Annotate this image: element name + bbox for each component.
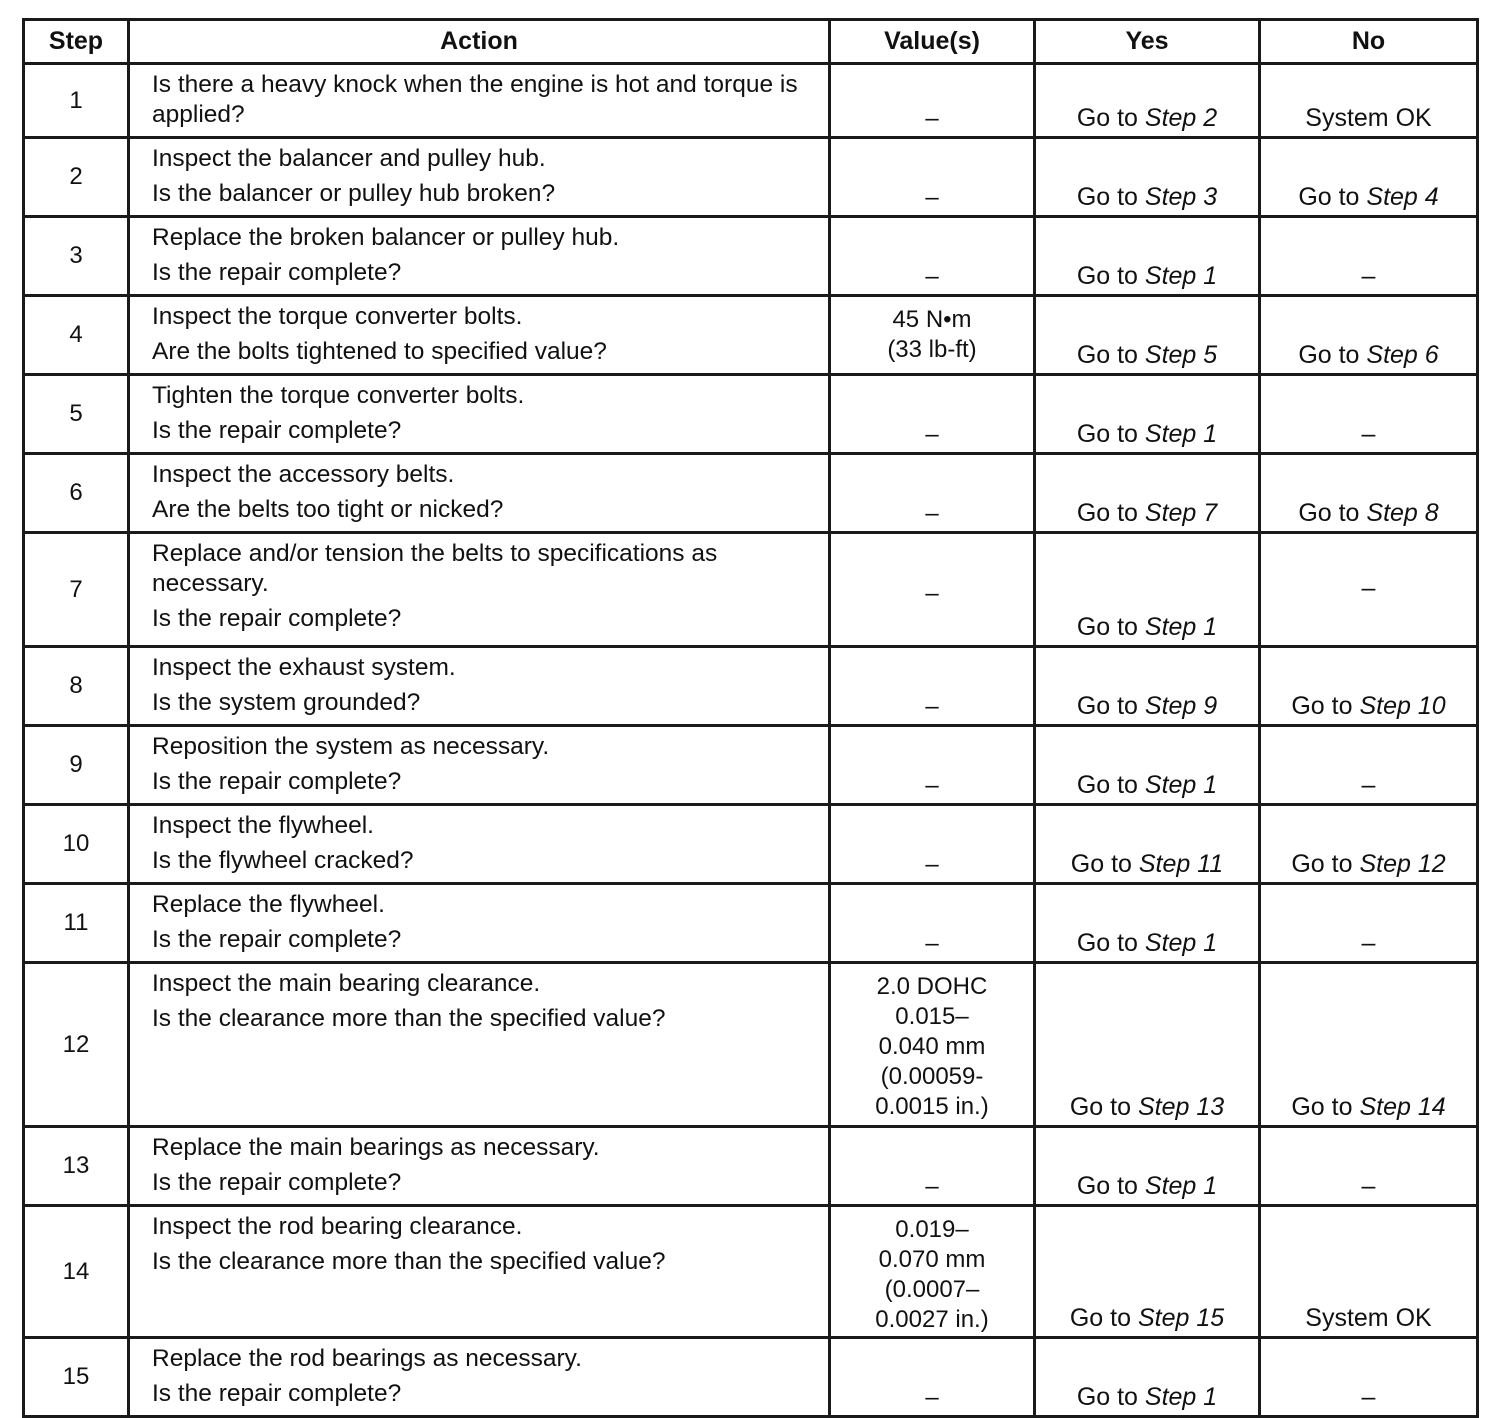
- value-text: –: [925, 772, 939, 799]
- action-question: Is the repair complete?: [152, 417, 402, 444]
- no-prefix: Go to: [1298, 499, 1367, 527]
- yes-step-link: Step 13: [1137, 1093, 1225, 1121]
- table-row: [24, 533, 1478, 647]
- no-prefix: –: [1361, 771, 1376, 799]
- no-prefix: Go to: [1298, 341, 1367, 369]
- action-text: Replace the rod bearings as necessary.: [152, 1345, 582, 1372]
- yes-cell: [1035, 963, 1260, 1127]
- action-cell: [129, 805, 830, 884]
- action-question: Is the system grounded?: [152, 689, 421, 716]
- action-question: Is the clearance more than the specified value?: [152, 1248, 666, 1275]
- action-question: Is the repair complete?: [152, 926, 402, 953]
- value-text: –: [925, 1384, 939, 1411]
- action-text: Reposition the system as necessary.: [152, 733, 550, 760]
- value-text: –: [925, 930, 939, 957]
- no-prefix: –: [1361, 1383, 1376, 1411]
- value-text: –: [925, 263, 939, 290]
- value-text: –: [925, 500, 939, 527]
- table-row: [24, 375, 1478, 454]
- no-cell: [1260, 64, 1478, 138]
- yes-step-link: Step 3: [1144, 183, 1218, 211]
- yes-step-link: Step 15: [1137, 1304, 1225, 1332]
- action-question: Is the balancer or pulley hub broken?: [152, 180, 556, 207]
- header-row: [24, 20, 1478, 64]
- action-cell: [129, 647, 830, 726]
- no-prefix: Go to: [1291, 1093, 1360, 1121]
- action-question: Is the repair complete?: [152, 1169, 402, 1196]
- no-step-link: Step 14: [1359, 1093, 1446, 1121]
- value-cell: [830, 138, 1035, 217]
- step-number: 4: [24, 296, 129, 375]
- value-text: 0.019–: [895, 1216, 969, 1243]
- action-cell: [129, 138, 830, 217]
- yes-prefix: Go to: [1069, 1093, 1138, 1121]
- value-cell: [830, 884, 1035, 963]
- action-cell: [129, 726, 830, 805]
- action-question: Is the repair complete?: [152, 1380, 402, 1407]
- no-cell: [1260, 1206, 1478, 1338]
- table-row: [24, 963, 1478, 1127]
- value-cell: [830, 1206, 1035, 1338]
- yes-prefix: Go to: [1076, 104, 1145, 132]
- yes-cell: [1035, 375, 1260, 454]
- yes-prefix: Go to: [1076, 262, 1145, 290]
- action-text: Inspect the torque converter bolts.: [152, 303, 523, 330]
- no-prefix: Go to: [1291, 692, 1360, 720]
- action-cell: [129, 533, 830, 647]
- no-prefix: –: [1361, 1172, 1376, 1200]
- yes-prefix: Go to: [1076, 499, 1145, 527]
- value-text: –: [925, 1173, 939, 1200]
- value-cell: [830, 375, 1035, 454]
- value-text: 0.015–: [895, 1003, 969, 1030]
- value-cell: [830, 963, 1035, 1127]
- header-action: Action: [129, 20, 830, 64]
- yes-prefix: Go to: [1076, 692, 1145, 720]
- no-prefix: System OK: [1305, 1304, 1432, 1332]
- step-number: 15: [24, 1338, 129, 1417]
- yes-prefix: Go to: [1076, 1172, 1145, 1200]
- action-question: Is the clearance more than the specified value?: [152, 1005, 666, 1032]
- header-yes: Yes: [1035, 20, 1260, 64]
- yes-step-link: Step 1: [1144, 1383, 1218, 1411]
- value-cell: [830, 647, 1035, 726]
- table-body: [24, 64, 1478, 1417]
- no-step-link: Step 4: [1366, 183, 1439, 211]
- action-cell: [129, 296, 830, 375]
- action-text: Inspect the rod bearing clearance.: [152, 1213, 523, 1240]
- yes-cell: [1035, 64, 1260, 138]
- step-number: 2: [24, 138, 129, 217]
- action-cell: [129, 963, 830, 1127]
- no-cell: [1260, 533, 1478, 647]
- value-cell: [830, 1127, 1035, 1206]
- yes-step-link: Step 1: [1144, 613, 1218, 641]
- no-cell: [1260, 726, 1478, 805]
- table-row: [24, 805, 1478, 884]
- yes-cell: [1035, 647, 1260, 726]
- no-prefix: Go to: [1291, 850, 1360, 878]
- step-number: 6: [24, 454, 129, 533]
- step-number: 11: [24, 884, 129, 963]
- value-text: 45 N•m: [892, 306, 972, 333]
- yes-step-link: Step 5: [1144, 341, 1218, 369]
- header-values: Value(s): [830, 20, 1035, 64]
- value-text: –: [925, 184, 939, 211]
- yes-prefix: Go to: [1076, 613, 1145, 641]
- value-text: (0.00059-: [880, 1063, 984, 1090]
- no-prefix: –: [1361, 420, 1376, 448]
- action-text: Inspect the flywheel.: [152, 812, 374, 839]
- step-number: 9: [24, 726, 129, 805]
- table-row: [24, 454, 1478, 533]
- action-question: Are the bolts tightened to specified value?: [152, 338, 607, 365]
- header-step: Step: [24, 20, 129, 64]
- step-number: 7: [24, 533, 129, 647]
- value-text: –: [925, 421, 939, 448]
- yes-cell: [1035, 884, 1260, 963]
- step-number: 8: [24, 647, 129, 726]
- no-cell: [1260, 296, 1478, 375]
- no-cell: [1260, 1127, 1478, 1206]
- yes-step-link: Step 1: [1144, 1172, 1218, 1200]
- step-number: 5: [24, 375, 129, 454]
- table-row: [24, 296, 1478, 375]
- no-step-link: Step 10: [1359, 692, 1446, 720]
- action-text: Replace the flywheel.: [152, 891, 385, 918]
- yes-prefix: Go to: [1070, 850, 1139, 878]
- value-cell: [830, 726, 1035, 805]
- value-text: –: [925, 105, 939, 132]
- table-row: [24, 217, 1478, 296]
- table-row: [24, 1206, 1478, 1338]
- yes-cell: [1035, 454, 1260, 533]
- step-number: 1: [24, 64, 129, 138]
- yes-prefix: Go to: [1076, 771, 1145, 799]
- no-step-link: Step 8: [1366, 499, 1439, 527]
- value-text: 2.0 DOHC: [876, 973, 988, 1000]
- step-number: 13: [24, 1127, 129, 1206]
- action-cell: [129, 64, 830, 138]
- value-text: –: [925, 579, 939, 607]
- yes-cell: [1035, 296, 1260, 375]
- yes-cell: [1035, 805, 1260, 884]
- value-cell: [830, 296, 1035, 375]
- action-cell: [129, 1338, 830, 1417]
- yes-prefix: Go to: [1076, 929, 1145, 957]
- action-text: Is there a heavy knock when the engine is hot and torque is applied?: [152, 71, 798, 128]
- yes-step-link: Step 7: [1144, 499, 1218, 527]
- yes-cell: [1035, 726, 1260, 805]
- yes-cell: [1035, 1127, 1260, 1206]
- value-text: 0.0027 in.): [875, 1306, 989, 1333]
- no-prefix: System OK: [1305, 104, 1432, 132]
- value-text: 0.070 mm: [878, 1246, 986, 1273]
- no-cell: [1260, 805, 1478, 884]
- action-cell: [129, 454, 830, 533]
- action-cell: [129, 217, 830, 296]
- value-cell: [830, 217, 1035, 296]
- action-text: Replace the broken balancer or pulley hub.: [152, 224, 620, 251]
- no-cell: [1260, 884, 1478, 963]
- value-cell: [830, 805, 1035, 884]
- yes-prefix: Go to: [1076, 183, 1145, 211]
- no-prefix: –: [1361, 929, 1376, 957]
- table-row: [24, 1338, 1478, 1417]
- yes-cell: [1035, 1206, 1260, 1338]
- table-row: [24, 647, 1478, 726]
- yes-step-link: Step 1: [1144, 262, 1218, 290]
- value-text: 0.0015 in.): [875, 1093, 989, 1120]
- value-cell: [830, 454, 1035, 533]
- value-cell: [830, 1338, 1035, 1417]
- no-cell: [1260, 963, 1478, 1127]
- yes-step-link: Step 1: [1144, 420, 1218, 448]
- action-question: Are the belts too tight or nicked?: [152, 496, 504, 523]
- step-number: 10: [24, 805, 129, 884]
- yes-step-link: Step 1: [1144, 771, 1218, 799]
- diagnostic-table: [22, 18, 1479, 1418]
- step-number: 12: [24, 963, 129, 1127]
- value-text: –: [925, 693, 939, 720]
- action-text: Inspect the main bearing clearance.: [152, 970, 541, 997]
- no-cell: [1260, 375, 1478, 454]
- action-question: Is the repair complete?: [152, 768, 402, 795]
- yes-cell: [1035, 138, 1260, 217]
- step-number: 14: [24, 1206, 129, 1338]
- action-question: Is the repair complete?: [152, 259, 402, 286]
- action-cell: [129, 375, 830, 454]
- header-no: No: [1260, 20, 1478, 64]
- yes-prefix: Go to: [1076, 420, 1145, 448]
- yes-step-link: Step 11: [1138, 850, 1224, 878]
- no-cell: [1260, 217, 1478, 296]
- yes-prefix: Go to: [1069, 1304, 1138, 1332]
- table-row: [24, 64, 1478, 138]
- action-text: Inspect the balancer and pulley hub.: [152, 145, 546, 172]
- yes-step-link: Step 1: [1144, 929, 1218, 957]
- action-cell: [129, 1127, 830, 1206]
- action-text: Inspect the exhaust system.: [152, 654, 456, 681]
- table-row: [24, 138, 1478, 217]
- value-text: (33 lb-ft): [887, 336, 977, 363]
- table-row: [24, 726, 1478, 805]
- step-number: 3: [24, 217, 129, 296]
- action-text: Tighten the torque converter bolts.: [152, 382, 525, 409]
- action-cell: [129, 884, 830, 963]
- yes-prefix: Go to: [1076, 1383, 1145, 1411]
- action-text: Replace and/or tension the belts to specifications as necessary.: [152, 540, 718, 597]
- yes-prefix: Go to: [1076, 341, 1145, 369]
- value-cell: [830, 533, 1035, 647]
- value-text: 0.040 mm: [878, 1033, 986, 1060]
- no-prefix: –: [1361, 262, 1376, 290]
- yes-step-link: Step 2: [1144, 104, 1218, 132]
- value-text: –: [925, 851, 939, 878]
- action-question: Is the repair complete?: [152, 605, 402, 632]
- no-step-link: Step 12: [1359, 850, 1446, 878]
- no-step-link: Step 6: [1366, 341, 1439, 369]
- no-cell: [1260, 647, 1478, 726]
- no-prefix: –: [1361, 574, 1376, 602]
- table-row: [24, 1127, 1478, 1206]
- no-cell: [1260, 454, 1478, 533]
- value-cell: [830, 64, 1035, 138]
- action-text: Replace the main bearings as necessary.: [152, 1134, 600, 1161]
- action-text: Inspect the accessory belts.: [152, 461, 455, 488]
- action-cell: [129, 1206, 830, 1338]
- no-cell: [1260, 138, 1478, 217]
- action-question: Is the flywheel cracked?: [152, 847, 414, 874]
- no-cell: [1260, 1338, 1478, 1417]
- table-row: [24, 884, 1478, 963]
- yes-cell: [1035, 533, 1260, 647]
- yes-cell: [1035, 1338, 1260, 1417]
- value-text: (0.0007–: [884, 1276, 980, 1303]
- no-prefix: Go to: [1298, 183, 1367, 211]
- yes-cell: [1035, 217, 1260, 296]
- yes-step-link: Step 9: [1144, 692, 1218, 720]
